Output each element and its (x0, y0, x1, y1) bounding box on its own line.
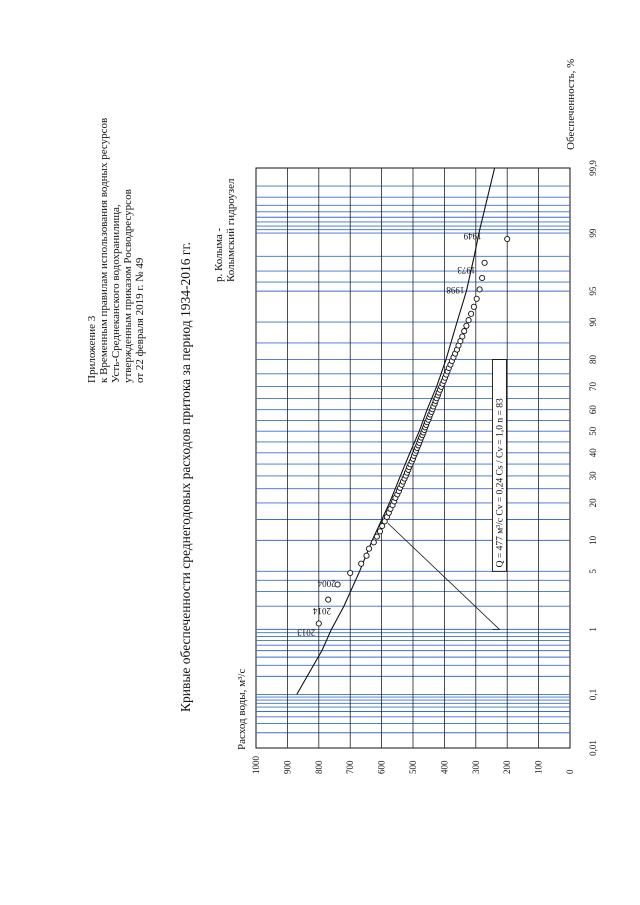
data-point (482, 260, 487, 265)
year-annotation: 1973 (457, 265, 476, 276)
data-point (480, 275, 485, 280)
probability-tick-label: 99,9 (588, 160, 598, 176)
plot-area (251, 160, 598, 774)
probability-tick-label: 60 (588, 405, 598, 415)
probability-tick-label: 0,1 (588, 688, 598, 701)
value-tick-label: 300 (470, 760, 481, 774)
probability-tick-label: 99 (588, 228, 598, 238)
value-tick-label: 600 (376, 760, 387, 774)
value-tick-label: 0 (565, 769, 575, 774)
header-line-5: от 22 февраля 2019 г. № 49 (134, 257, 146, 383)
y-axis-label: Расход воды, м³/с (236, 668, 248, 750)
probability-tick-label: 10 (588, 535, 598, 545)
stats-label: Q = 477 м³/с Cv = 0,24 Cs / Cv = 1,0 n = 83 (495, 398, 506, 568)
data-point (348, 570, 353, 575)
value-tick-label: 900 (282, 760, 293, 774)
data-point (374, 534, 379, 539)
data-point (316, 621, 321, 626)
data-point (462, 329, 467, 334)
probability-tick-label: 40 (588, 448, 598, 458)
probability-tick-label: 20 (588, 498, 598, 508)
header-line-2: к Временным правилам использования водных ресурсов (98, 117, 110, 383)
data-point (464, 323, 469, 328)
data-point (471, 304, 476, 309)
river-caption (213, 178, 237, 282)
data-point (364, 553, 369, 558)
value-tick-label: 500 (408, 760, 418, 774)
data-point (474, 296, 479, 301)
probability-tick-label: 30 (588, 471, 598, 481)
value-tick-label: 200 (502, 760, 513, 774)
probability-tick-label: 70 (588, 382, 598, 392)
header-block (86, 118, 146, 383)
value-tick-label: 100 (533, 760, 544, 774)
value-tick-label: 800 (313, 760, 324, 774)
stats-callout (388, 523, 499, 629)
river-line-2: Колымский гидроузел (225, 178, 237, 282)
year-annotation: 1949 (463, 231, 482, 242)
header-line-3: Усть-Среднеканского водохранилища, (110, 204, 122, 383)
value-tick-label: 1000 (251, 756, 261, 774)
probability-tick-label: 0,01 (588, 740, 598, 756)
data-point (469, 311, 474, 316)
data-point (505, 236, 510, 241)
data-point (371, 540, 376, 545)
chart-title: Кривые обеспеченности среднегодовых расходов притока за период 1934-2016 гг. (178, 242, 193, 712)
probability-tick-label: 1 (588, 627, 598, 632)
value-tick-label: 700 (345, 760, 356, 774)
header-line-4: утвержденным приказом Росводресурсов (122, 189, 134, 383)
header-line-1: Приложение 3 (86, 315, 98, 383)
data-point (466, 318, 471, 323)
year-annotation: 1998 (446, 284, 465, 295)
year-annotation: 2013 (297, 627, 316, 638)
probability-tick-label: 50 (588, 426, 598, 436)
probability-tick-label: 90 (588, 317, 598, 327)
year-annotation: 2004 (317, 578, 336, 589)
data-point (477, 287, 482, 292)
value-tick-label: 400 (439, 760, 450, 774)
data-point (366, 546, 371, 551)
data-point (326, 597, 331, 602)
data-point (377, 529, 382, 534)
data-point (359, 561, 364, 566)
x-axis-label: Обеспеченность, % (565, 58, 577, 150)
probability-tick-label: 95 (588, 286, 598, 296)
year-annotation: 2014 (312, 605, 331, 616)
probability-tick-label: 5 (588, 569, 598, 574)
probability-tick-label: 80 (588, 355, 598, 365)
data-point (460, 334, 465, 339)
river-line-1: р. Колыма - (213, 227, 225, 282)
